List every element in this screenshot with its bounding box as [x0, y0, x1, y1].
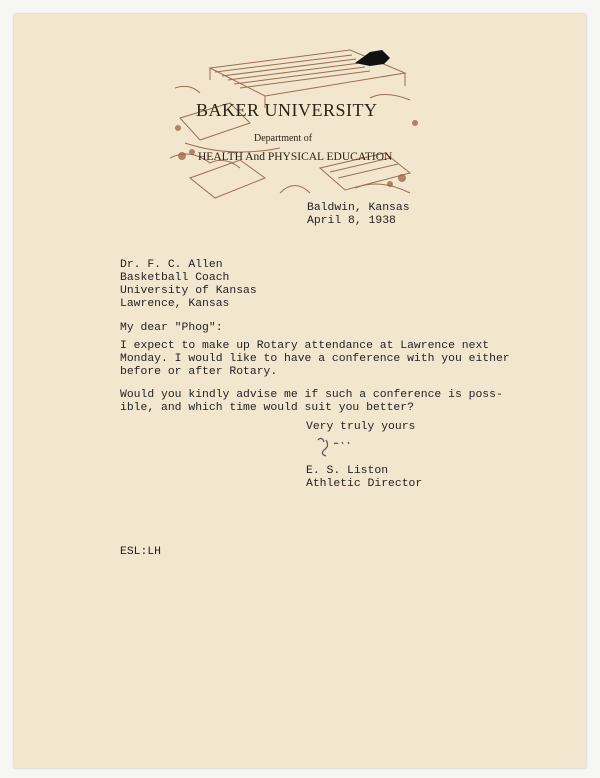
recipient-org: University of Kansas [120, 285, 257, 297]
recipient-title: Basketball Coach [120, 272, 230, 284]
salutation: My dear "Phog": [120, 322, 223, 334]
body-line: before or after Rotary. [120, 366, 278, 378]
university-name: BAKER UNIVERSITY [196, 100, 378, 120]
body-line: Would you kindly advise me if such a conference is poss- [120, 389, 503, 401]
recipient-name: Dr. F. C. Allen [120, 259, 223, 271]
recipient-city: Lawrence, Kansas [120, 298, 230, 310]
signer-name: E. S. Liston [306, 465, 389, 477]
department-of-label: Department of [254, 133, 313, 144]
letter-date: April 8, 1938 [307, 215, 396, 227]
body-line: I expect to make up Rotary attendance at Lawrence next [120, 340, 490, 352]
letter-city: Baldwin, Kansas [307, 202, 410, 214]
signer-title: Athletic Director [306, 478, 423, 490]
reference-initials: ESL:LH [120, 546, 162, 558]
body-line: ible, and which time would suit you better? [120, 402, 414, 414]
handwritten-signature [312, 434, 372, 462]
body-line: Monday. I would like to have a conference with you either [120, 353, 510, 365]
closing: Very truly yours [306, 421, 416, 433]
department-name: HEALTH And PHYSICAL EDUCATION [198, 151, 393, 163]
